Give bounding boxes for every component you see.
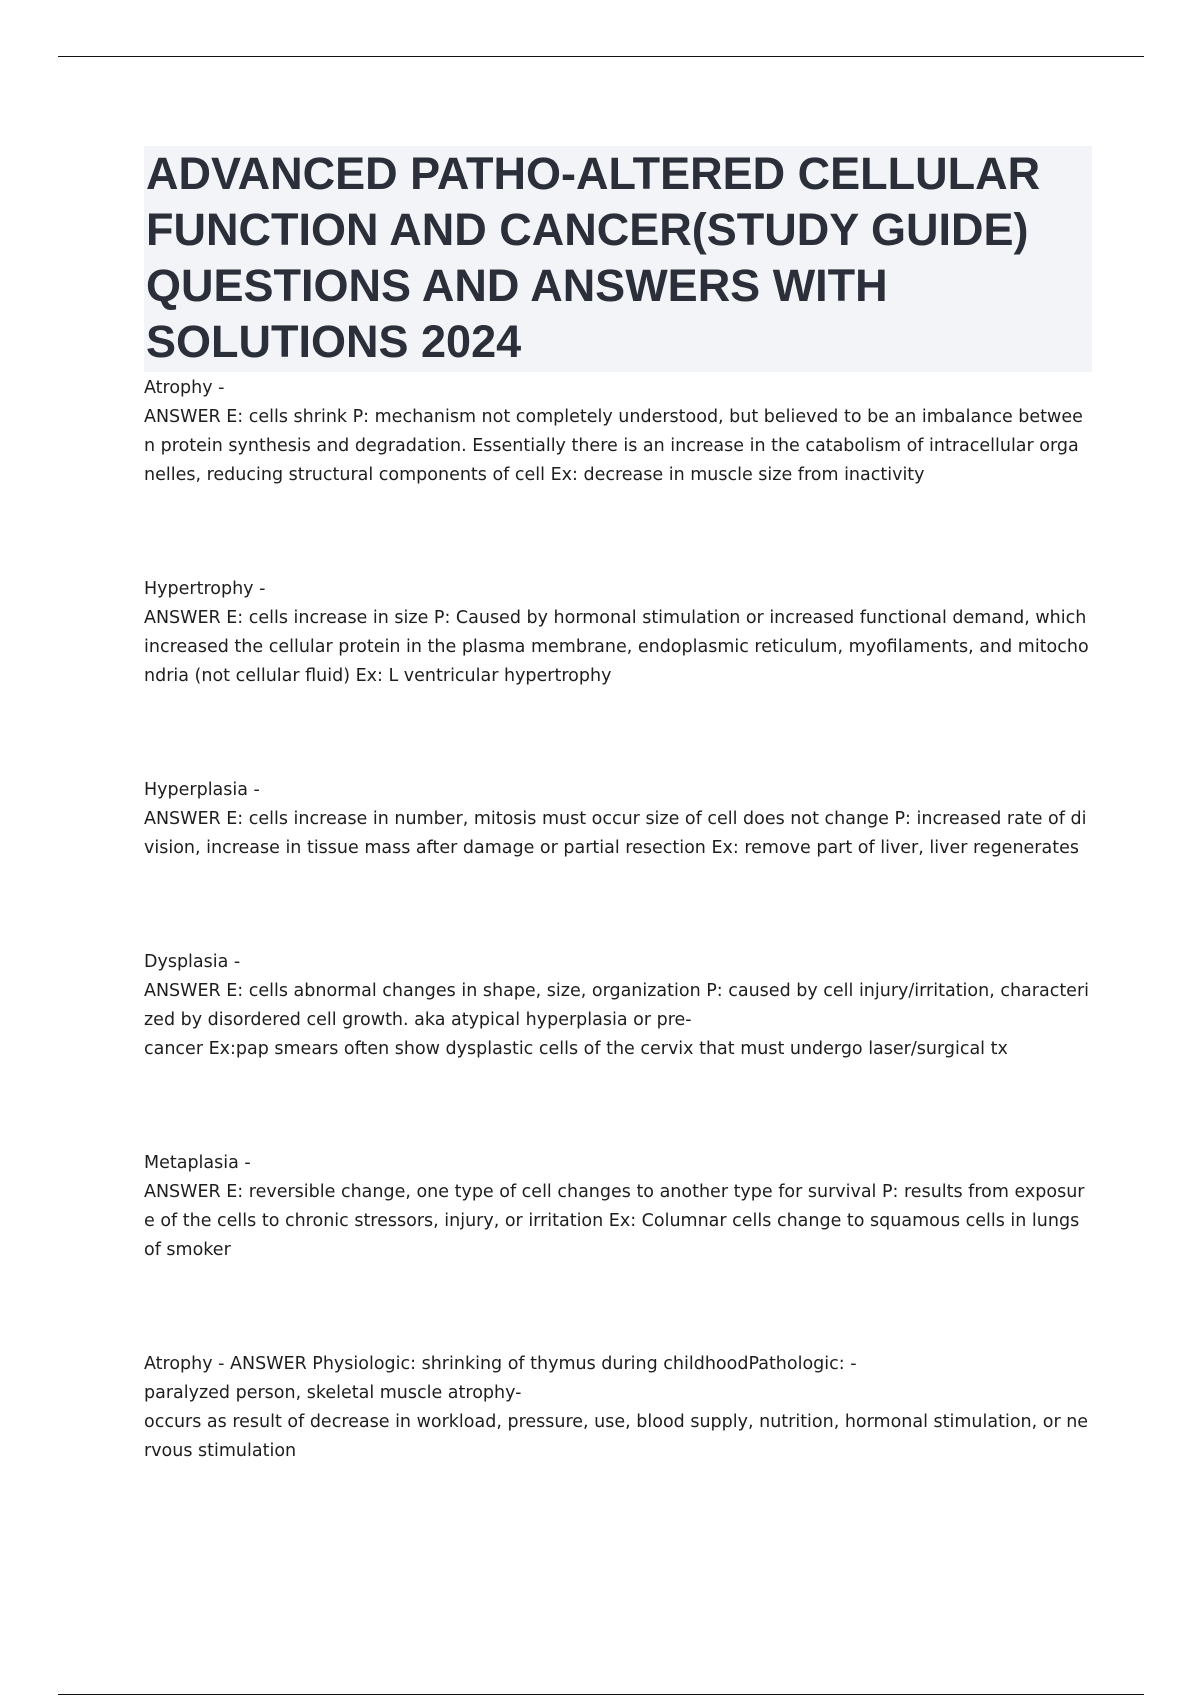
qa-entry-metaplasia (144, 1149, 1092, 1265)
entry-answer: ANSWER E: cells increase in size P: Caused by hormonal stimulation or increased functional demand, which increased the cellular protein in the plasma membrane, endoplasmic reticulum, myofilaments, and mitochondria (not cellular fluid) Ex: L ventricular hypertrophy (144, 608, 1089, 686)
entry-term: Hypertrophy - (144, 579, 266, 599)
qa-entry-atrophy (144, 374, 1092, 490)
entry-term: Hyperplasia - (144, 780, 260, 800)
qa-entry-hyperplasia (144, 776, 1092, 863)
entry-gap (144, 1064, 1092, 1149)
entry-answer: ANSWER E: cells abnormal changes in shape, size, organization P: caused by cell injury/irritation, characterized by disordered cell growth. aka atypical hyperplasia or pre- cancer Ex:pap smears often show dysplastic cells of the cervix that must undergo laser/surgical tx (144, 981, 1089, 1059)
entry-answer: ANSWER E: cells shrink P: mechanism not completely understood, but believed to be an imbalance between protein synthesis and degradation. Essentially there is an increase in the catabolism of intracellular organelles, reducing structural components of cell Ex: decrease in muscle size from inactivity (144, 407, 1083, 485)
entry-answer: ANSWER E: cells increase in number, mitosis must occur size of cell does not change P: increased rate of division, increase in tissue mass after damage or partial resection Ex: remove part of liver, liver regenerates (144, 809, 1087, 858)
entry-answer: Atrophy - ANSWER Physiologic: shrinking of thymus during childhoodPathologic: - paralyzed person, skeletal muscle atrophy- occurs as result of decrease in workload, pressure, use, blood supply, nutrition, hormonal stimulation, or nervous stimulation (144, 1354, 1089, 1461)
document-title: ADVANCED PATHO-ALTERED CELLULAR FUNCTION AND CANCER(STUDY GUIDE) QUESTIONS AND ANSWERS WITH SOLUTIONS 2024 (146, 148, 1041, 367)
entry-gap (144, 490, 1092, 575)
top-rule (58, 56, 1144, 57)
title-block (144, 146, 1092, 372)
entry-answer: ANSWER E: reversible change, one type of cell changes to another type for survival P: results from exposure of the cells to chronic stressors, injury, or irritation Ex: Columnar cells change to squamous cells in lungs of smoker (144, 1182, 1085, 1260)
entry-term: Metaplasia - (144, 1153, 251, 1173)
qa-entry-dysplasia (144, 948, 1092, 1064)
entry-term: Dysplasia - (144, 952, 241, 972)
document-body (144, 146, 1092, 1466)
entry-gap (144, 1265, 1092, 1350)
entry-gap (144, 691, 1092, 776)
qa-entry-atrophy-examples (144, 1350, 1092, 1466)
entry-term: Atrophy - (144, 378, 225, 398)
qa-entry-hypertrophy (144, 575, 1092, 691)
entry-gap (144, 863, 1092, 948)
bottom-rule (58, 1694, 1144, 1695)
